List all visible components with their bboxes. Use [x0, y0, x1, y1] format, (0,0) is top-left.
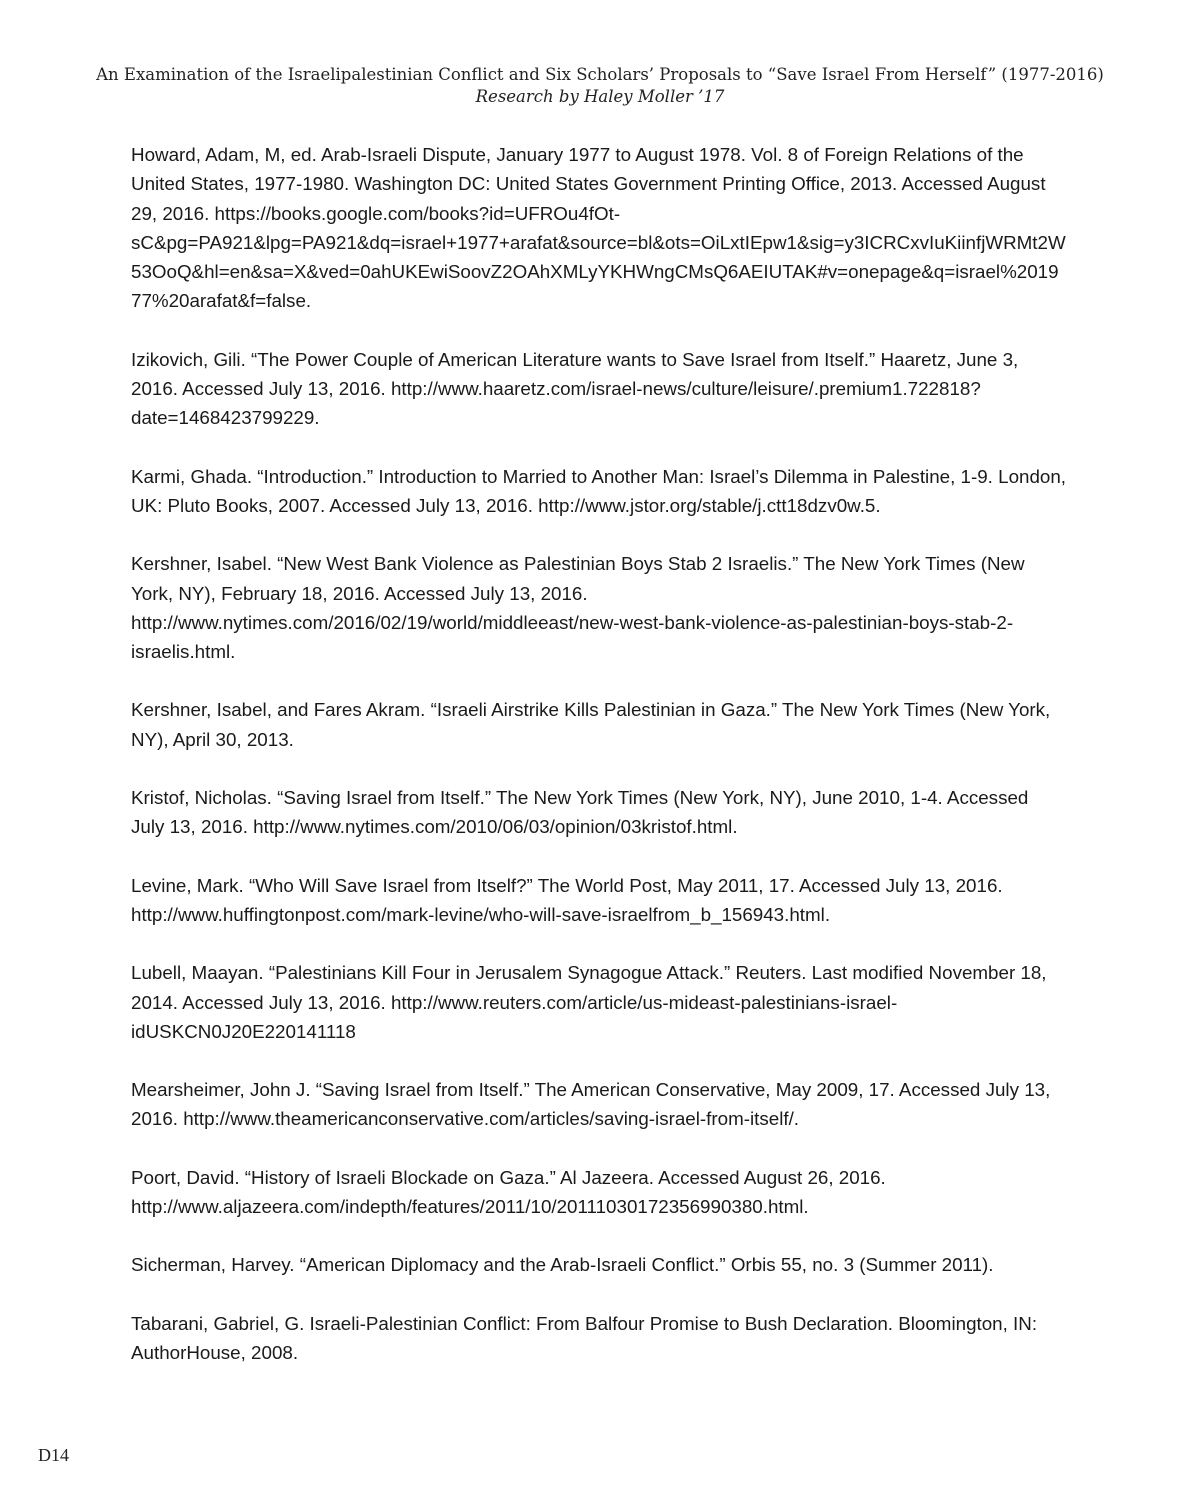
bibliography-entry-mearsheimer: Mearsheimer, John J. “Saving Israel from Itself.” The American Conservative, May 2009, 17. Accessed July 13, 2016. http://www.theamericanconservative.com/articles/saving-israel-from-itself/.: [131, 1079, 1051, 1130]
bibliography-entry-lubell: Lubell, Maayan. “Palestinians Kill Four in Jerusalem Synagogue Attack.” Reuters. Last modified November 18, 2014. Accessed July 13, 2016. http://www.reuters.com/article/us-mideast-palestinians-israel-idUSKCN0J20E220141118: [131, 962, 1047, 1042]
bibliography-entry-sicherman: Sicherman, Harvey. “American Diplomacy and the Arab-Israeli Conflict.” Orbis 55, no. 3 (Summer 2011).: [131, 1254, 994, 1276]
bibliography-entry-kershner-akram: Kershner, Isabel, and Fares Akram. “Israeli Airstrike Kills Palestinian in Gaza.” The New York Times (New York, NY), April 30, 2013.: [131, 699, 1051, 750]
running-header: [0, 64, 1200, 108]
bibliography-entry-izikovich: Izikovich, Gili. “The Power Couple of American Literature wants to Save Israel from Itself.” Haaretz, June 3, 2016. Accessed July 13, 2016. http://www.haaretz.com/israel-news/culture/leisure/.premium1.722818?date=1468423799229.: [131, 348, 1019, 429]
bibliography-entry-kristof: Kristof, Nicholas. “Saving Israel from Itself.” The New York Times (New York, NY), June 2010, 1-4. Accessed July 13, 2016. http://www.nytimes.com/2010/06/03/opinion/03kristof.html.: [131, 787, 1029, 838]
bibliography-entry-karmi: Karmi, Ghada. “Introduction.” Introduction to Married to Another Man: Israel’s Dilemma in Palestine, 1-9. London, UK: Pluto Books, 2007. Accessed July 13, 2016. http://www.jstor.org/stable/j.ctt18dzv0w.5.: [131, 465, 1067, 516]
bibliography-entry-kershner: Kershner, Isabel. “New West Bank Violence as Palestinian Boys Stab 2 Israelis.” The New York Times (New York, NY), February 18, 2016. Accessed July 13, 2016. http://www.nytimes.com/2016/02/19/world/middleeast/new-west-bank-violence-as-palestinian-boys-stab-2-israelis.html.: [131, 553, 1025, 663]
page-number: D14: [38, 1445, 69, 1465]
author-credit: Research by Haley Moller ’17: [475, 87, 725, 106]
bibliography-entry-levine: Levine, Mark. “Who Will Save Israel from Itself?” The World Post, May 2011, 17. Accessed July 13, 2016. http://www.huffingtonpost.com/mark-levine/who-will-save-israelfrom_b_156943.html.: [131, 874, 1003, 925]
bibliography-entry-howard: Howard, Adam, M, ed. Arab-Israeli Dispute, January 1977 to August 1978. Vol. 8 of Foreign Relations of the United States, 1977-1980. Washington DC: United States Government Printing Office, 2013. Accessed August 29, 2016. https://books.google.com/books?id=UFROu4fOt-sC&pg=PA921&lpg=PA921&dq=israel+1977+arafat&source=bl&ots=OiLxtIEpw1&sig=y3ICRCxvIuKiinfjWRMt2W53OoQ&hl=en&sa=X&ved=0ahUKEwiSoovZ2OAhXMLyYKHWngCMsQ6AEIUTAK#v=onepage&q=israel%201977%20arafat&f=false.: [131, 144, 1066, 312]
bibliography-list: [131, 140, 1066, 1396]
bibliography-entry-tabarani: Tabarani, Gabriel, G. Israeli-Palestinian Conflict: From Balfour Promise to Bush Declaration. Bloomington, IN: AuthorHouse, 2008.: [131, 1312, 1038, 1363]
bibliography-entry-poort: Poort, David. “History of Israeli Blockade on Gaza.” Al Jazeera. Accessed August 26, 2016. http://www.aljazeera.com/indepth/features/2011/10/20111030172356990380.html.: [131, 1166, 886, 1218]
document-title: An Examination of the Israelipalestinian Conflict and Six Scholars’ Proposals to “Save Israel From Herself” (1977-2016): [96, 65, 1104, 84]
